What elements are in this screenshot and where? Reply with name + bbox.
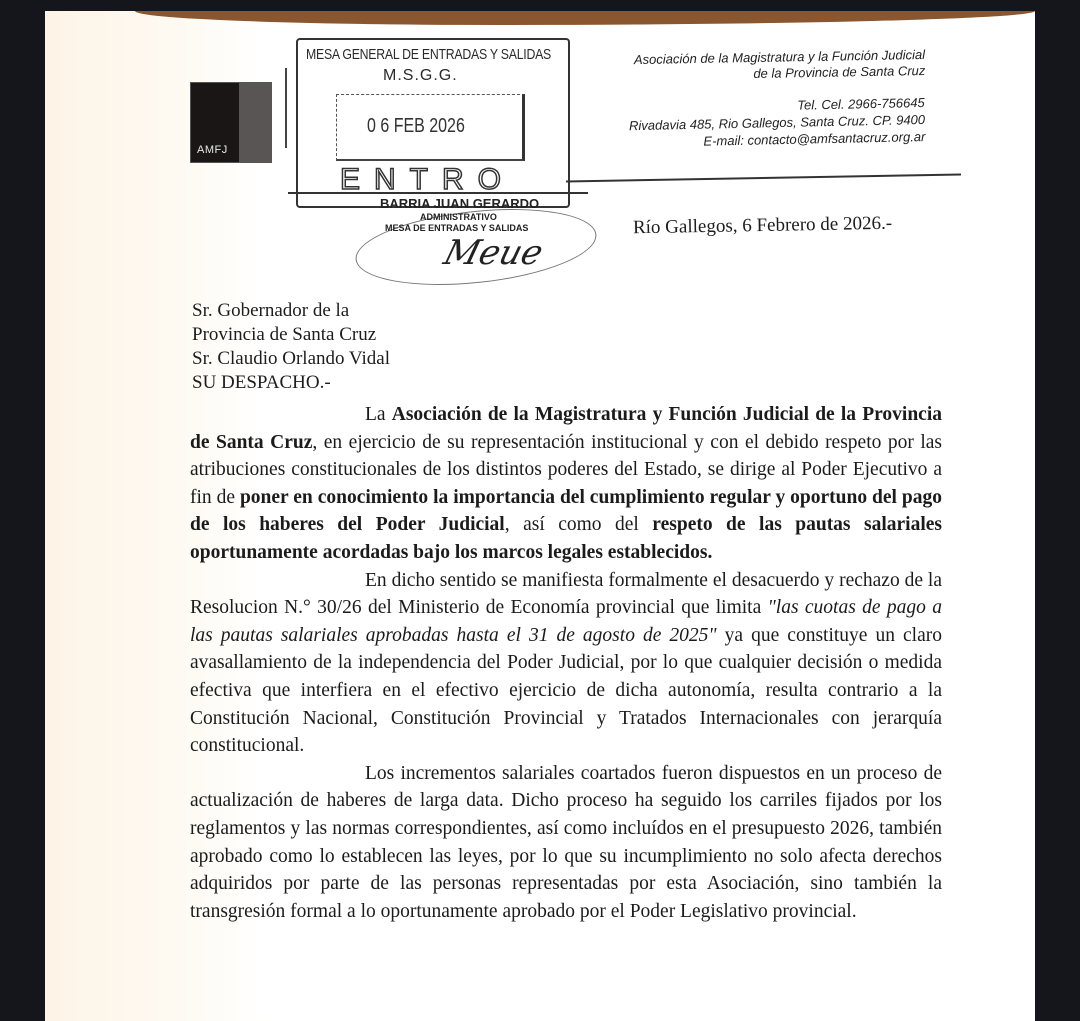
logo-panel	[239, 83, 271, 162]
text-run: La	[365, 404, 392, 425]
seal-dept: MESA DE ENTRADAS Y SALIDAS	[385, 223, 529, 233]
address: Rivadavia 485, Rio Gallegos, Santa Cruz. CP. 9400	[628, 112, 926, 134]
stamp-code: M.S.G.G.	[383, 67, 458, 84]
letterhead-divider	[285, 68, 287, 148]
logo-text: AMFJ	[197, 144, 228, 156]
text-run: En dicho sentido se manifiesta formalmente el desacuerdo y rechazo de la Resolucion N.° 30/26 del Ministerio de Economía provincial que limita	[190, 569, 942, 619]
addressee-line: Sr. Gobernador de la	[192, 300, 350, 321]
org-line-1: Asociación de la Magistratura y la Función Judicial	[633, 47, 925, 68]
contact-info	[628, 94, 925, 151]
addressee-line: Sr. Claudio Orlando Vidal	[192, 348, 390, 369]
org-line-2: de la Provincia de Santa Cruz	[753, 63, 926, 81]
text-run: , en ejercicio de su representación institucional y con el debido respeto por las atribuciones constitucionales de los distintos poderes del Estado, se dirige al Poder Ejecutivo a fin de	[190, 431, 943, 508]
letter-date: Río Gallegos, 6 Febrero de 2026.-	[632, 212, 893, 239]
stamp-title: MESA GENERAL DE ENTRADAS Y SALIDAS	[306, 46, 552, 63]
bold-text: respeto de las pautas salariales oportunamente acordadas bajo los marcos legales establecidos.	[190, 514, 942, 563]
official-seal	[365, 193, 615, 293]
quoted-text: "las cuotas de pago a las pautas salariales aprobadas hasta el 31 de agosto de 2025"	[190, 597, 943, 646]
stamp-date: 0 6 FEB 2026	[367, 115, 465, 137]
bold-text: Asociación de la Magistratura y Función Judicial de la Provincia de Santa Cruz	[190, 404, 943, 453]
seal-role: ADMINISTRATIVO	[420, 212, 497, 222]
seal-name: BARRIA JUAN GERARDO	[380, 196, 540, 211]
amfj-logo	[190, 82, 272, 163]
addressee-line: Provincia de Santa Cruz	[192, 324, 377, 345]
page-top-shadow	[135, 11, 1035, 25]
letter-page	[45, 11, 1035, 1021]
handwritten-signature: Meue	[439, 233, 548, 273]
paragraph-3: Los incrementos salariales coartados fueron dispuestos en un proceso de actualización de haberes de larga data. Dicho proceso ha seguido los carriles fijados por los reglamentos y las normas correspondientes, así como incluídos en el presupuesto 2026, también aprobado como lo establecen las leyes, por lo que su incumplimiento no solo afecta derechos adquiridos por parte de las personas representadas por esta Asociación, sino también la transgresión formal a lo oportunamente aprobado por el Poder Legislativo provincial.	[190, 762, 942, 922]
header-rule	[566, 174, 961, 183]
email: E-mail: contacto@amfsantacruz.org.ar	[703, 128, 926, 149]
paragraph-2	[190, 567, 942, 760]
bold-text: poner en conocimiento la importancia del cumplimiento regular y oportuno del pago de los haberes del Poder Judicial	[190, 486, 942, 536]
org-name	[634, 47, 926, 84]
text-run: , así como del	[504, 514, 653, 536]
paragraph-1	[190, 401, 942, 567]
addressee-line: SU DESPACHO.-	[192, 372, 331, 393]
text-run: ya que constituye un claro avasallamiento de la independencia del Poder Judicial, por lo que cualquier decisión o medida efectiva que interfiera en el efectivo ejercicio de dicha autonomía, resulta contrario a la Constitución Nacional, Constitución Provincial y Tratados Internacionales con jerarquía constitucional.	[190, 624, 943, 757]
phone: Tel. Cel. 2966-756645	[797, 95, 925, 113]
addressee-block	[192, 299, 390, 395]
stamp-date-box	[336, 94, 525, 161]
letter-body	[190, 401, 942, 925]
stamp-label: ENTRO	[340, 163, 515, 196]
reception-stamp	[296, 38, 570, 208]
